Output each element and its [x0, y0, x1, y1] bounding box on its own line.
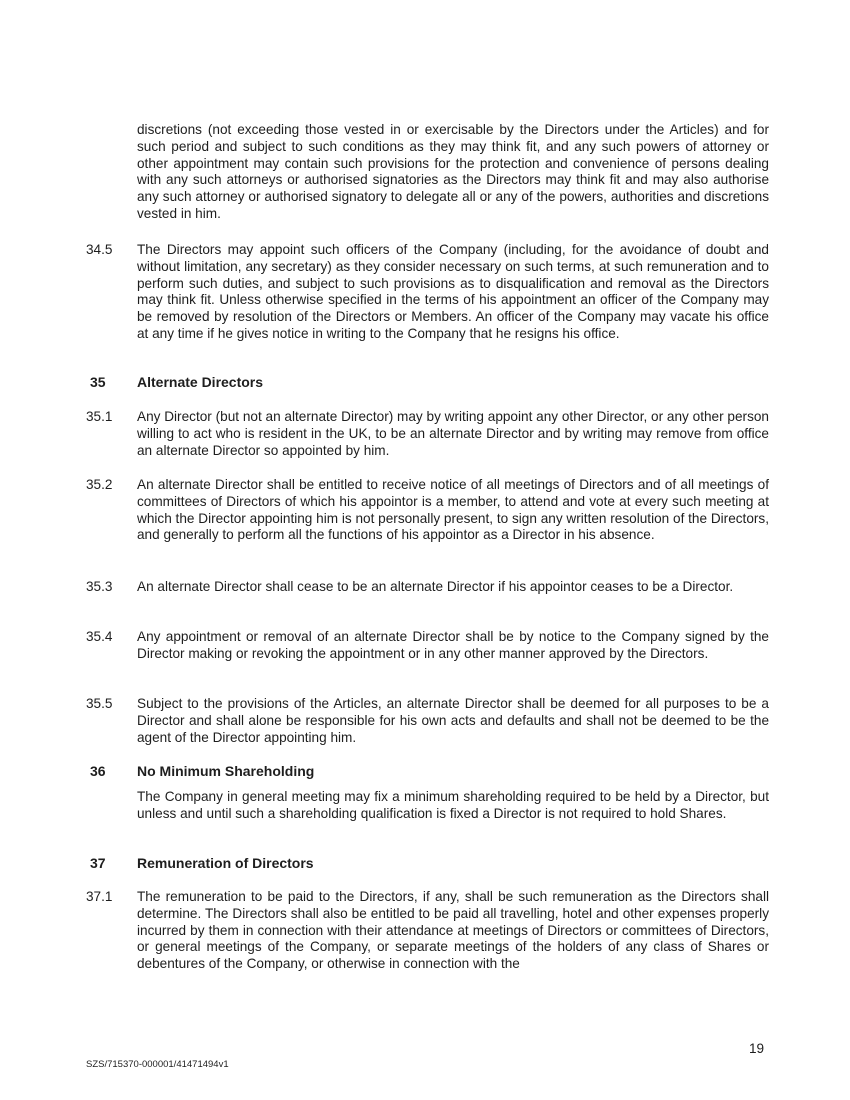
clause-number-35-5: 35.5	[86, 696, 113, 711]
clause-number-35-3: 35.3	[86, 579, 113, 594]
section-37-number: 37	[90, 855, 106, 871]
section-36-text: The Company in general meeting may fix a minimum shareholding required to be held by a Director, but unless and until such a shareholding qualification is fixed a Director is not required to hold Shares.	[137, 789, 769, 821]
document-reference: SZS/715370-000001/41471494v1	[86, 1059, 229, 1070]
clause-35-4-text: Any appointment or removal of an alternate Director shall be by notice to the Company signed by the Director making or revoking the appointment or in any other manner approved by the Directors.	[137, 629, 769, 661]
clause-number-35-2: 35.2	[86, 477, 113, 492]
section-36-number: 36	[90, 763, 106, 779]
page-number: 19	[749, 1041, 765, 1056]
intro-paragraph: discretions (not exceeding those vested in or exercisable by the Directors under the Articles) and for such period and subject to such conditions as they may think fit, and any such powers of attorney or other appointment may contain such provisions for the protection and convenience of persons dealing with any such attorneys or authorised signatories as the Directors may think fit and may also authorise any such attorney or authorised signatory to delegate all or any of the powers, authorities and discretions vested in him.	[137, 122, 769, 221]
clause-35-1-text: Any Director (but not an alternate Director) may by writing appoint any other Director, or any other person willing to act who is resident in the UK, to be an alternate Director and by writing may remove from office an alternate Director so appointed by him.	[137, 409, 769, 458]
clause-number-35-1: 35.1	[86, 409, 113, 424]
clause-34-5-text: The Directors may appoint such officers of the Company (including, for the avoidance of doubt and without limitation, any secretary) as they consider necessary on such terms, at such remuneration and to perform such duties, and subject to such provisions as to disqualification and removal as the Directors may think fit. Unless otherwise specified in the terms of his appointment an officer of the Company may be removed by resolution of the Directors or Members. An officer of the Company may vacate his office at any time if he gives notice in writing to the Company that he resigns his office.	[137, 242, 769, 341]
clause-35-2-text: An alternate Director shall be entitled to receive notice of all meetings of Directors and of all meetings of committees of Directors of which his appointor is a member, to attend and vote at every such meeting at which the Director appointing him is not personally present, to sign any written resolution of the Directors, and generally to perform all the functions of his appointor as a Director in his absence.	[137, 477, 769, 543]
section-35-number: 35	[90, 374, 106, 390]
section-37-heading: Remuneration of Directors	[137, 855, 314, 871]
clause-35-3-text: An alternate Director shall cease to be an alternate Director if his appointor ceases to be a Director.	[137, 579, 734, 594]
clause-number-35-4: 35.4	[86, 629, 113, 644]
section-36-heading: No Minimum Shareholding	[137, 763, 315, 779]
clause-35-5-text: Subject to the provisions of the Articles, an alternate Director shall be deemed for all purposes to be a Director and shall alone be responsible for his own acts and defaults and shall not be deemed to be the agent of the Director appointing him.	[137, 696, 769, 745]
clause-number-34-5: 34.5	[86, 242, 113, 257]
clause-number-37-1: 37.1	[86, 889, 113, 904]
clause-37-1-text: The remuneration to be paid to the Directors, if any, shall be such remuneration as the Directors shall determine. The Directors shall also be entitled to be paid all travelling, hotel and other expenses properly incurred by them in connection with their attendance at meetings of Directors or committees of Directors, or general meetings of the Company, or separate meetings of the holders of any class of Shares or debentures of the Company, or otherwise in connection with the	[137, 889, 769, 972]
section-35-heading: Alternate Directors	[137, 374, 264, 390]
